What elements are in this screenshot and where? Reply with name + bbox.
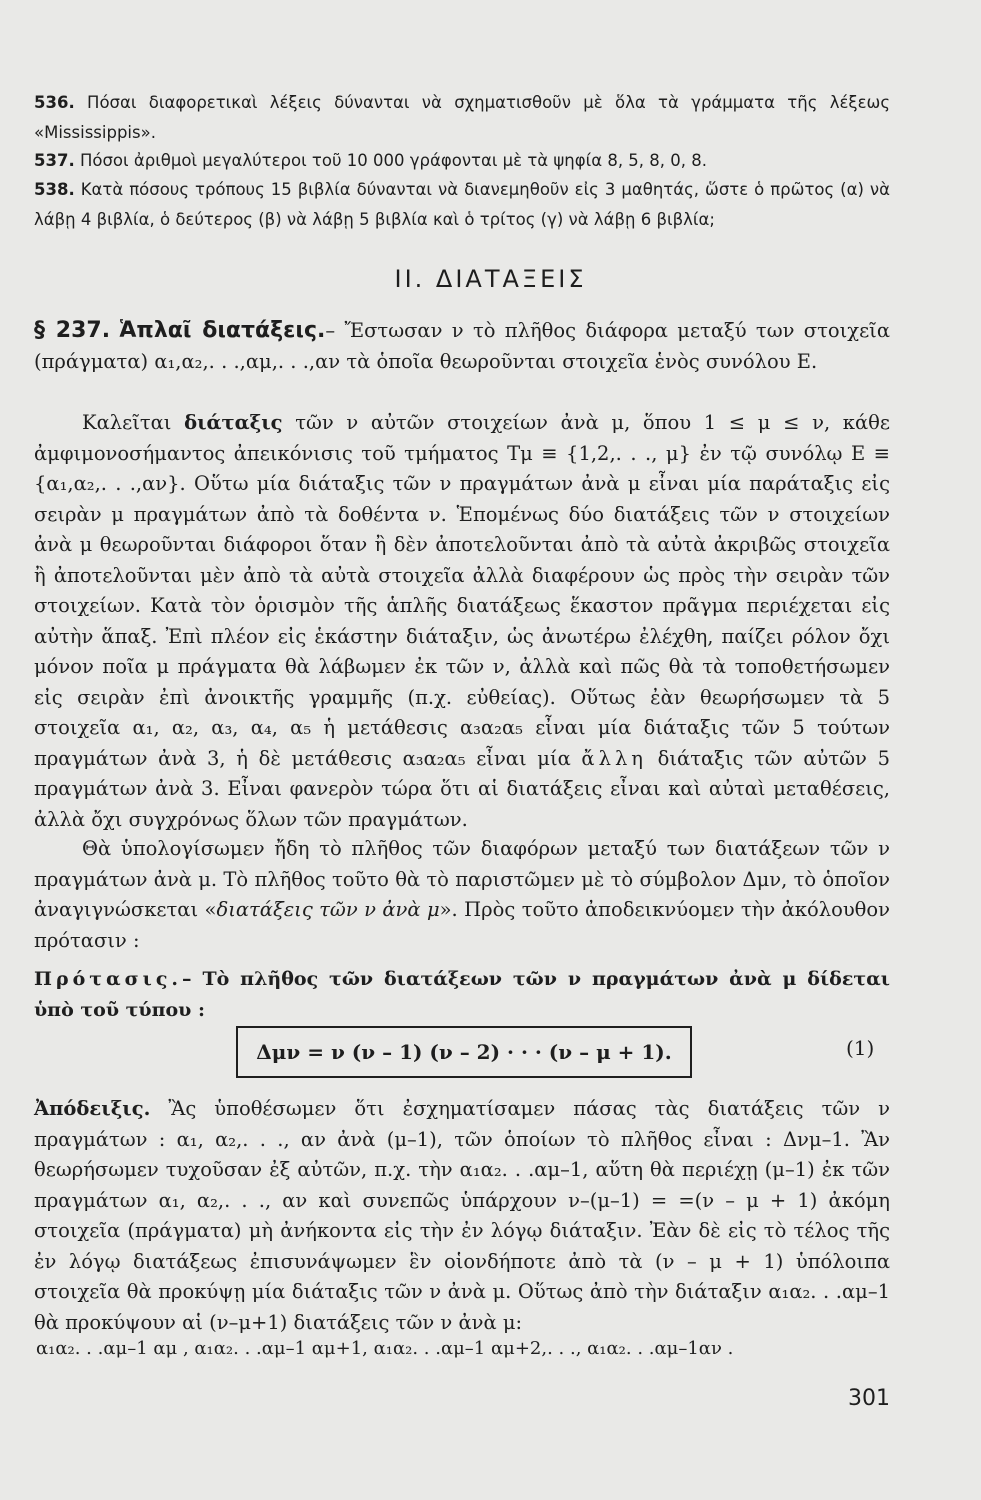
exercise-text: Πόσοι ἀριθμοὶ μεγαλύτεροι τοῦ 10 000 γράφονται μὲ τὰ ψηφία 8, 5, 8, 0, 8. bbox=[79, 151, 708, 170]
paragraph-237 bbox=[34, 316, 890, 377]
definition-pre: Καλεῖται bbox=[82, 411, 185, 434]
exercise-text: Πόσαι διαφορετικαὶ λέξεις δύνανται νὰ σχηματισθοῦν μὲ ὅλα τὰ γράμματα τῆς λέξεως «Mississippis». bbox=[34, 93, 891, 142]
proof-list: α₁α₂. . .αμ–1 αμ , α₁α₂. . .αμ–1 αμ+1, α₁α₂. . .αμ–1 αμ+2,. . ., α₁α₂. . .αμ–1αν . bbox=[36, 1338, 734, 1359]
proof-paragraph bbox=[34, 1094, 890, 1338]
definition-text-2: διάταξις τῶν αὐτῶν 5 πραγμάτων ἀνὰ 3. Εἶναι φανερὸν τώρα ὅτι αἱ διατάξεις εἶναι καὶ αὐταὶ μεταθέσεις, ἀλλὰ ὄχι συγχρόνως ὅλων τῶν πραγμάτων. bbox=[34, 746, 890, 831]
page-number: 301 bbox=[848, 1386, 890, 1411]
proposition-label: Πρότασις. bbox=[34, 968, 183, 990]
exercise-number: 538. bbox=[34, 180, 75, 199]
symbol-text-2: ». Πρὸς τοῦτο ἀποδεικνύομεν τὴν ἀκόλουθον πρότασιν : bbox=[34, 898, 891, 952]
exercise-537 bbox=[34, 146, 890, 176]
symbol-italic: διατάξεις τῶν ν ἀνὰ μ bbox=[216, 898, 440, 921]
proposition-text: – Τὸ πλῆθος τῶν διατάξεων τῶν ν πραγμάτων ἀνὰ μ δίδεται ὑπὸ τοῦ τύπου : bbox=[34, 968, 890, 1021]
section-heading: II. ΔΙΑΤΑΞΕΙΣ bbox=[394, 265, 587, 293]
proof-text: Ἂς ὑποθέσωμεν ὅτι ἐσχηματίσαμεν πάσας τὰς διατάξεις τῶν ν πραγμάτων : α₁, α₂,. . ., αν ἀνὰ (μ–1), τῶν ὁποίων τὸ πλῆθος εἶναι : Δνμ–1. Ἂν θεωρήσωμεν τυχοῦσαν ἐξ αὐτῶν, π.χ. τὴν α₁α₂. . .αμ–1, αὕτη θὰ περιέχῃ (μ–1) ἐκ τῶν πραγμάτων α₁, α₂,. . ., αν καὶ συνεπῶς ὑπάρχουν ν–(μ–1) = =(ν – μ + 1) ἀκόμη στοιχεῖα (πράγματα) μὴ ἀνήκοντα εἰς τὴν ἐν λόγῳ διάταξιν. Ἐὰν δὲ εἰς τὸ τέλος τῆς ἐν λόγῳ διατάξεως ἐπισυνάψωμεν ἓν οἱονδήποτε ἀπὸ τὰ (ν – μ + 1) ὑπόλοιπα στοιχεῖα θὰ προκύψῃ μία διάταξις τῶν ν ἀνὰ μ. Οὕτως ἀπὸ τὴν διάταξιν α₁α₂. . .αμ–1 θὰ προκύψουν αἱ (ν–μ+1) διατάξεις τῶν ν ἀνὰ μ: bbox=[34, 1097, 890, 1334]
exercise-number: 536. bbox=[34, 93, 75, 112]
symbol-paragraph bbox=[34, 834, 890, 956]
exercise-538 bbox=[34, 175, 890, 235]
definition-text: τῶν ν αὐτῶν στοιχείων ἀνὰ μ, ὅπου 1 ≤ μ ≤ ν, κάθε ἀμφιμονοσήμαντος ἀπεικόνισις τοῦ τμήματος Τμ ≡ {1,2,. . ., μ} ἐν τῷ συνόλῳ Ε ≡ {α₁,α₂,. . .,αν}. Οὕτω μία διάταξις τῶν ν πραγμάτων ἀνὰ μ εἶναι μία παράταξις εἰς σειρὰν μ πραγμάτων ἀπὸ τὰ δοθέντα ν. Ἑπομένως δύο διατάξεις τῶν ν στοιχείων ἀνὰ μ θεωροῦνται διάφοροι ὅταν ἢ δὲν ἀποτελοῦνται ἀπὸ τὰ αὐτὰ ἀκριβῶς στοιχεῖα ἢ ἀποτελοῦνται μὲν ἀπὸ τὰ αὐτὰ στοιχεῖα ἀλλὰ διαφέρουν ὡς πρὸς τὴν σειρὰν τῶν στοιχείων. Κατὰ τὸν ὁρισμὸν τῆς ἁπλῆς διατάξεως ἕκαστον πρᾶγμα περιέχεται εἰς αὐτὴν ἅπαξ. Ἐπὶ πλέον εἰς ἑκάστην διάταξιν, ὡς ἀνωτέρω ἐλέχθη, παίζει ρόλον ὄχι μόνον ποῖα μ πράγματα θὰ λάβωμεν ἐκ τῶν ν, ἀλλὰ καὶ πῶς θὰ τὰ τοποθετήσωμεν εἰς σειρὰν ἐπὶ ἀνοικτῆς γραμμῆς (π.χ. εὐθείας). Οὕτως ἐὰν θεωρήσωμεν τὰ 5 στοιχεῖα α₁, α₂, α₃, α₄, α₅ ἡ μετάθεσις α₃α₂α₅ εἶναι μία διάταξις τῶν 5 τούτων πραγμάτων ἀνὰ 3, ἡ δὲ μετάθεσις α₃α₂α₅ εἶναι μία bbox=[34, 411, 890, 770]
title-dash: – bbox=[325, 319, 336, 342]
proposition bbox=[34, 964, 890, 1025]
definition-paragraph bbox=[34, 408, 890, 835]
paragraph-text: Ἔστωσαν ν τὸ πλῆθος διάφορα μεταξύ των στοιχεῖα (πράγματα) α₁,α₂,. . .,αμ,. . .,αν τὰ ὁποῖα θεωροῦνται στοιχεῖα ἑνὸς συνόλου Ε. bbox=[34, 319, 890, 373]
exercise-536 bbox=[34, 88, 890, 148]
exercise-text: Κατὰ πόσους τρόπους 15 βιβλία δύνανται νὰ διανεμηθοῦν εἰς 3 μαθητάς, ὥστε ὁ πρῶτος (α) νὰ λάβῃ 4 βιβλία, ὁ δεύτερος (β) νὰ λάβῃ 5 βιβλία καὶ ὁ τρίτος (γ) νὰ λάβῃ 6 βιβλία; bbox=[34, 180, 890, 229]
paragraph-number: § 237. bbox=[34, 318, 111, 343]
paragraph-title: Ἁπλαῖ διατάξεις. bbox=[119, 318, 326, 343]
definition-emphasis: ἄλλη bbox=[581, 746, 647, 770]
formula-box: Δμν = ν (ν – 1) (ν – 2) · · · (ν – μ + 1). bbox=[236, 1026, 692, 1078]
definition-term: διάταξις bbox=[184, 411, 283, 434]
exercise-number: 537. bbox=[34, 151, 75, 170]
formula-number: (1) bbox=[846, 1036, 875, 1060]
symbol-text: Θὰ ὑπολογίσωμεν ἤδη τὸ πλῆθος τῶν διαφόρων μεταξύ των διατάξεων τῶν ν πραγμάτων ἀνὰ μ. Τὸ πλῆθος τοῦτο θὰ τὸ παριστῶμεν μὲ τὸ σύμβολον Δμν, τὸ ὁποῖον ἀναγιγνώσκεται « bbox=[34, 837, 890, 921]
proof-label: Ἀπόδειξις. bbox=[34, 1097, 151, 1120]
